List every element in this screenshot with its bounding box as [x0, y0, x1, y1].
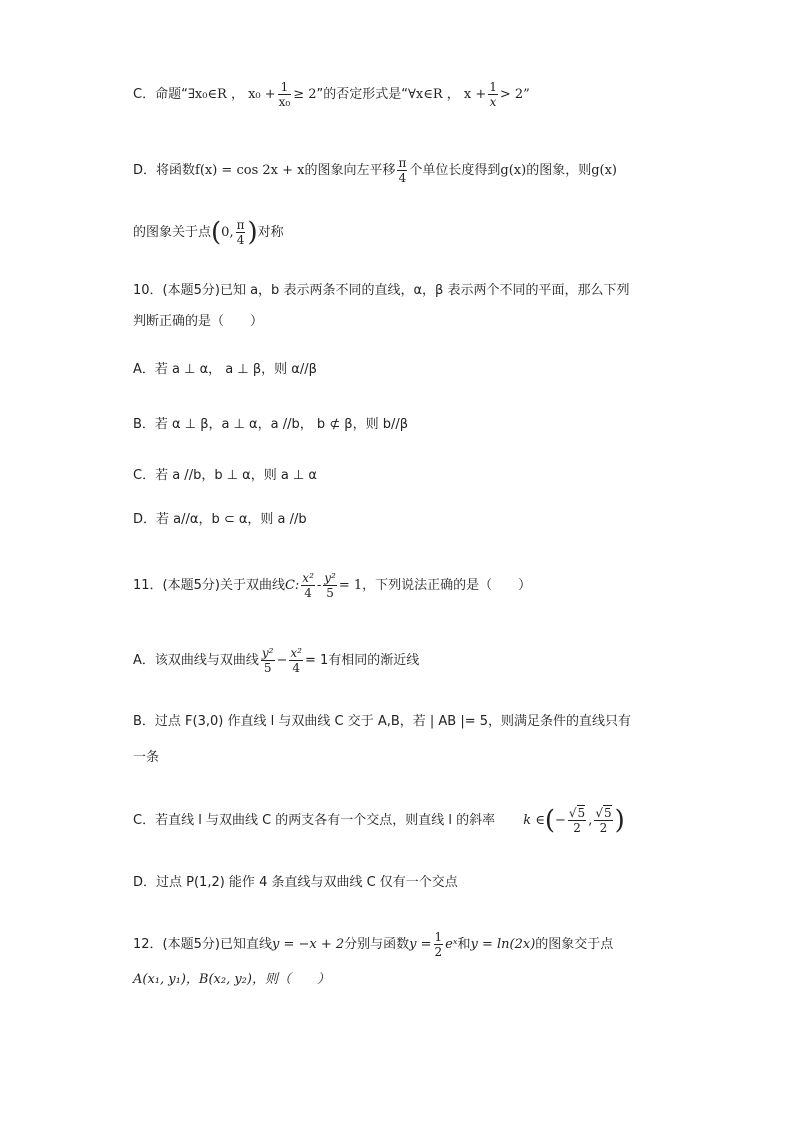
fraction: $\frac{\pi}{4}$ [398, 156, 407, 185]
q9-option-d-line2: 的图象关于点(0, $\frac{\pi}{4}$ )对称 [133, 217, 284, 248]
fraction: $\frac{\text{x²}}{4}$ [302, 571, 314, 600]
q11-option-c: C．若直线 l 与双曲线 C 的两支各有一个交点，则直线 l 的斜率 k ∈(− $\frac{√5}{2}$ , $\frac{√5}{2}$ ) [133, 805, 625, 836]
fraction: $\frac{\text{x²}}{4}$ [290, 646, 302, 675]
q11-option-b: B．过点 F(3,0) 作直线 l 与双曲线 C 交于 A,B，若 | AB |= 5，则满足条件的直线只有 [133, 714, 632, 729]
fraction: $\frac{√5}{2}$ [595, 806, 612, 835]
q12-points: A(x₁, y₁)，B(x₂, y₂)，则（ ） [133, 972, 330, 987]
q10-option-c: C．若 a //b，b ⊥ α，则 a ⊥ α [133, 468, 317, 483]
q10-option-a: A．若 a ⊥ α， a ⊥ β，则 α//β [133, 362, 317, 377]
q9-option-d: D．将函数f(x) = cos 2x + x的图象向左平移 $\frac{\pi}{4}$ 个单位长度得到g(x)的图象，则g(x) [133, 156, 617, 185]
fraction: $\frac{\text{y²}}{5}$ [261, 646, 274, 675]
q10-option-d: D．若 a//α，b ⊂ α，则 a //b [133, 512, 307, 527]
fraction: $\frac{1}{x}$ [489, 80, 497, 109]
q11-stem: 11．(本题5分)关于双曲线C: $\frac{\text{x²}}{4}$ - $\frac{\text{y²}}{5}$ = 1，下列说法正确的是（ ） [133, 571, 532, 600]
q11-option-b-line2: 一条 [133, 750, 160, 765]
q10-stem: 10．(本题5分)已知 a，b 表示两条不同的直线，α，β 表示两个不同的平面，那么下列 [133, 283, 630, 298]
fraction: $\frac{\text{y²}}{5}$ [324, 571, 336, 600]
fraction: $\frac{\pi}{4}$ [236, 218, 245, 247]
q10-option-b: B．若 α ⊥ β，a ⊥ α，a //b， b ⊄ β，则 b//β [133, 417, 409, 432]
q11-option-a: A．该双曲线与双曲线 $\frac{\text{y²}}{5}$ − $\frac{\text{x²}}{4}$ = 1有相同的渐近线 [133, 646, 420, 675]
q9-option-c: C．命题“∃x₀∈R ， x₀ + $\frac{1}{\text{x₀}}$ ≥ 2”的否定形式是“∀x∈R ， x + $\frac{1}{x}$ > 2” [133, 80, 530, 109]
q10-stem-line2: 判断正确的是（ ） [133, 314, 264, 329]
fraction: $\frac{√5}{2}$ [568, 806, 586, 835]
fraction: $\frac{1}{\text{x₀}}$ [278, 80, 291, 109]
fraction: $\frac{1}{2}$ [434, 930, 443, 959]
q12-stem: 12．(本题5分)已知直线y = −x + 2分别与函数y = $\frac{1}{2}$ eˣ和y = ln(2x)的图象交于点 [133, 930, 614, 959]
q11-option-d: D．过点 P(1,2) 能作 4 条直线与双曲线 C 仅有一个交点 [133, 875, 458, 890]
